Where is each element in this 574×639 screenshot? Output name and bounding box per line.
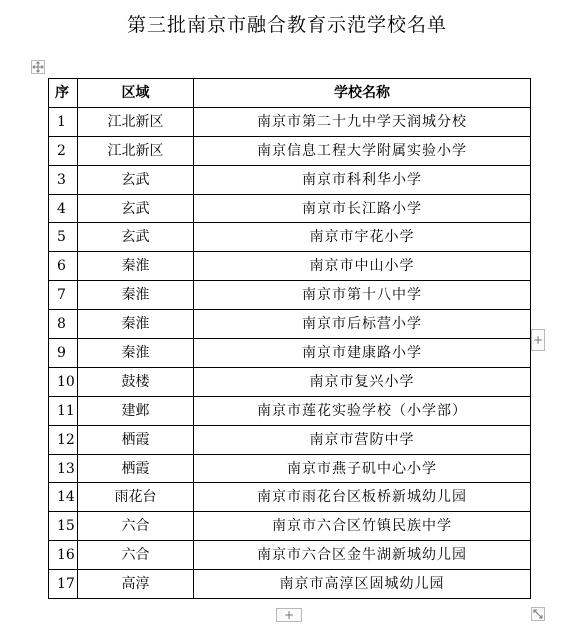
table-row [49,541,531,570]
cell-district[interactable]: 栖霞 [78,454,194,483]
table-row [49,107,531,136]
add-row-button[interactable] [276,608,302,622]
cell-school[interactable]: 南京市六合区竹镇民族中学 [194,512,531,541]
cell-district[interactable]: 栖霞 [78,425,194,454]
cell-district[interactable]: 玄武 [78,223,194,252]
table-resize-handle[interactable] [531,607,545,621]
plus-icon: + [283,608,295,622]
cell-school[interactable]: 南京市科利华小学 [194,165,531,194]
table-row [49,339,531,368]
cell-no[interactable]: 16 [49,541,78,570]
school-list-table [48,78,531,599]
cell-no[interactable]: 12 [49,425,78,454]
cell-district[interactable]: 六合 [78,512,194,541]
cell-district[interactable]: 江北新区 [78,136,194,165]
header-no: 序 [49,79,78,108]
table-row [49,310,531,339]
cell-no[interactable]: 3 [49,165,78,194]
cell-no[interactable]: 14 [49,483,78,512]
cell-district[interactable]: 玄武 [78,165,194,194]
table-row [49,454,531,483]
table-row [49,425,531,454]
cell-no[interactable]: 10 [49,367,78,396]
add-column-button[interactable] [531,329,545,351]
cell-school[interactable]: 南京市燕子矶中心小学 [194,454,531,483]
cell-district[interactable]: 秦淮 [78,281,194,310]
table-row [49,367,531,396]
cell-no[interactable]: 6 [49,252,78,281]
cell-district[interactable]: 鼓楼 [78,367,194,396]
cell-school[interactable]: 南京信息工程大学附属实验小学 [194,136,531,165]
cell-school[interactable]: 南京市宇花小学 [194,223,531,252]
cell-school[interactable]: 南京市建康路小学 [194,339,531,368]
cell-no[interactable]: 11 [49,396,78,425]
cell-school[interactable]: 南京市营防中学 [194,425,531,454]
cell-no[interactable]: 9 [49,339,78,368]
cell-school[interactable]: 南京市高淳区固城幼儿园 [194,570,531,599]
cell-district[interactable]: 建邺 [78,396,194,425]
resize-diagonal-icon [532,608,544,620]
table-row [49,483,531,512]
cell-school[interactable]: 南京市六合区金牛湖新城幼儿园 [194,541,531,570]
table-row [49,194,531,223]
move-arrows-icon [32,61,44,73]
cell-district[interactable]: 秦淮 [78,252,194,281]
cell-no[interactable]: 5 [49,223,78,252]
plus-icon: + [532,333,544,347]
document-title: 第三批南京市融合教育示范学校名单 [126,14,447,36]
cell-district[interactable]: 高淳 [78,570,194,599]
cell-district[interactable]: 江北新区 [78,107,194,136]
cell-school[interactable]: 南京市第十八中学 [194,281,531,310]
cell-district[interactable]: 雨花台 [78,483,194,512]
header-school: 学校名称 [194,79,531,108]
cell-school[interactable]: 南京市雨花台区板桥新城幼儿园 [194,483,531,512]
cell-school[interactable]: 南京市长江路小学 [194,194,531,223]
cell-school[interactable]: 南京市后标营小学 [194,310,531,339]
table-row [49,165,531,194]
cell-district[interactable]: 六合 [78,541,194,570]
cell-no[interactable]: 8 [49,310,78,339]
table-header-row [49,79,531,108]
cell-no[interactable]: 1 [49,107,78,136]
cell-no[interactable]: 2 [49,136,78,165]
table-row [49,512,531,541]
cell-district[interactable]: 秦淮 [78,310,194,339]
cell-district[interactable]: 玄武 [78,194,194,223]
table-move-handle[interactable] [31,60,45,74]
cell-no[interactable]: 7 [49,281,78,310]
cell-school[interactable]: 南京市复兴小学 [194,367,531,396]
cell-district[interactable]: 秦淮 [78,339,194,368]
header-district: 区域 [78,79,194,108]
table-row [49,570,531,599]
cell-no[interactable]: 15 [49,512,78,541]
cell-no[interactable]: 13 [49,454,78,483]
cell-school[interactable]: 南京市莲花实验学校（小学部） [194,396,531,425]
cell-school[interactable]: 南京市中山小学 [194,252,531,281]
table-row [49,223,531,252]
cell-no[interactable]: 4 [49,194,78,223]
table-row [49,396,531,425]
table-row [49,252,531,281]
cell-school[interactable]: 南京市第二十九中学天润城分校 [194,107,531,136]
table-row [49,281,531,310]
cell-no[interactable]: 17 [49,570,78,599]
table-row [49,136,531,165]
